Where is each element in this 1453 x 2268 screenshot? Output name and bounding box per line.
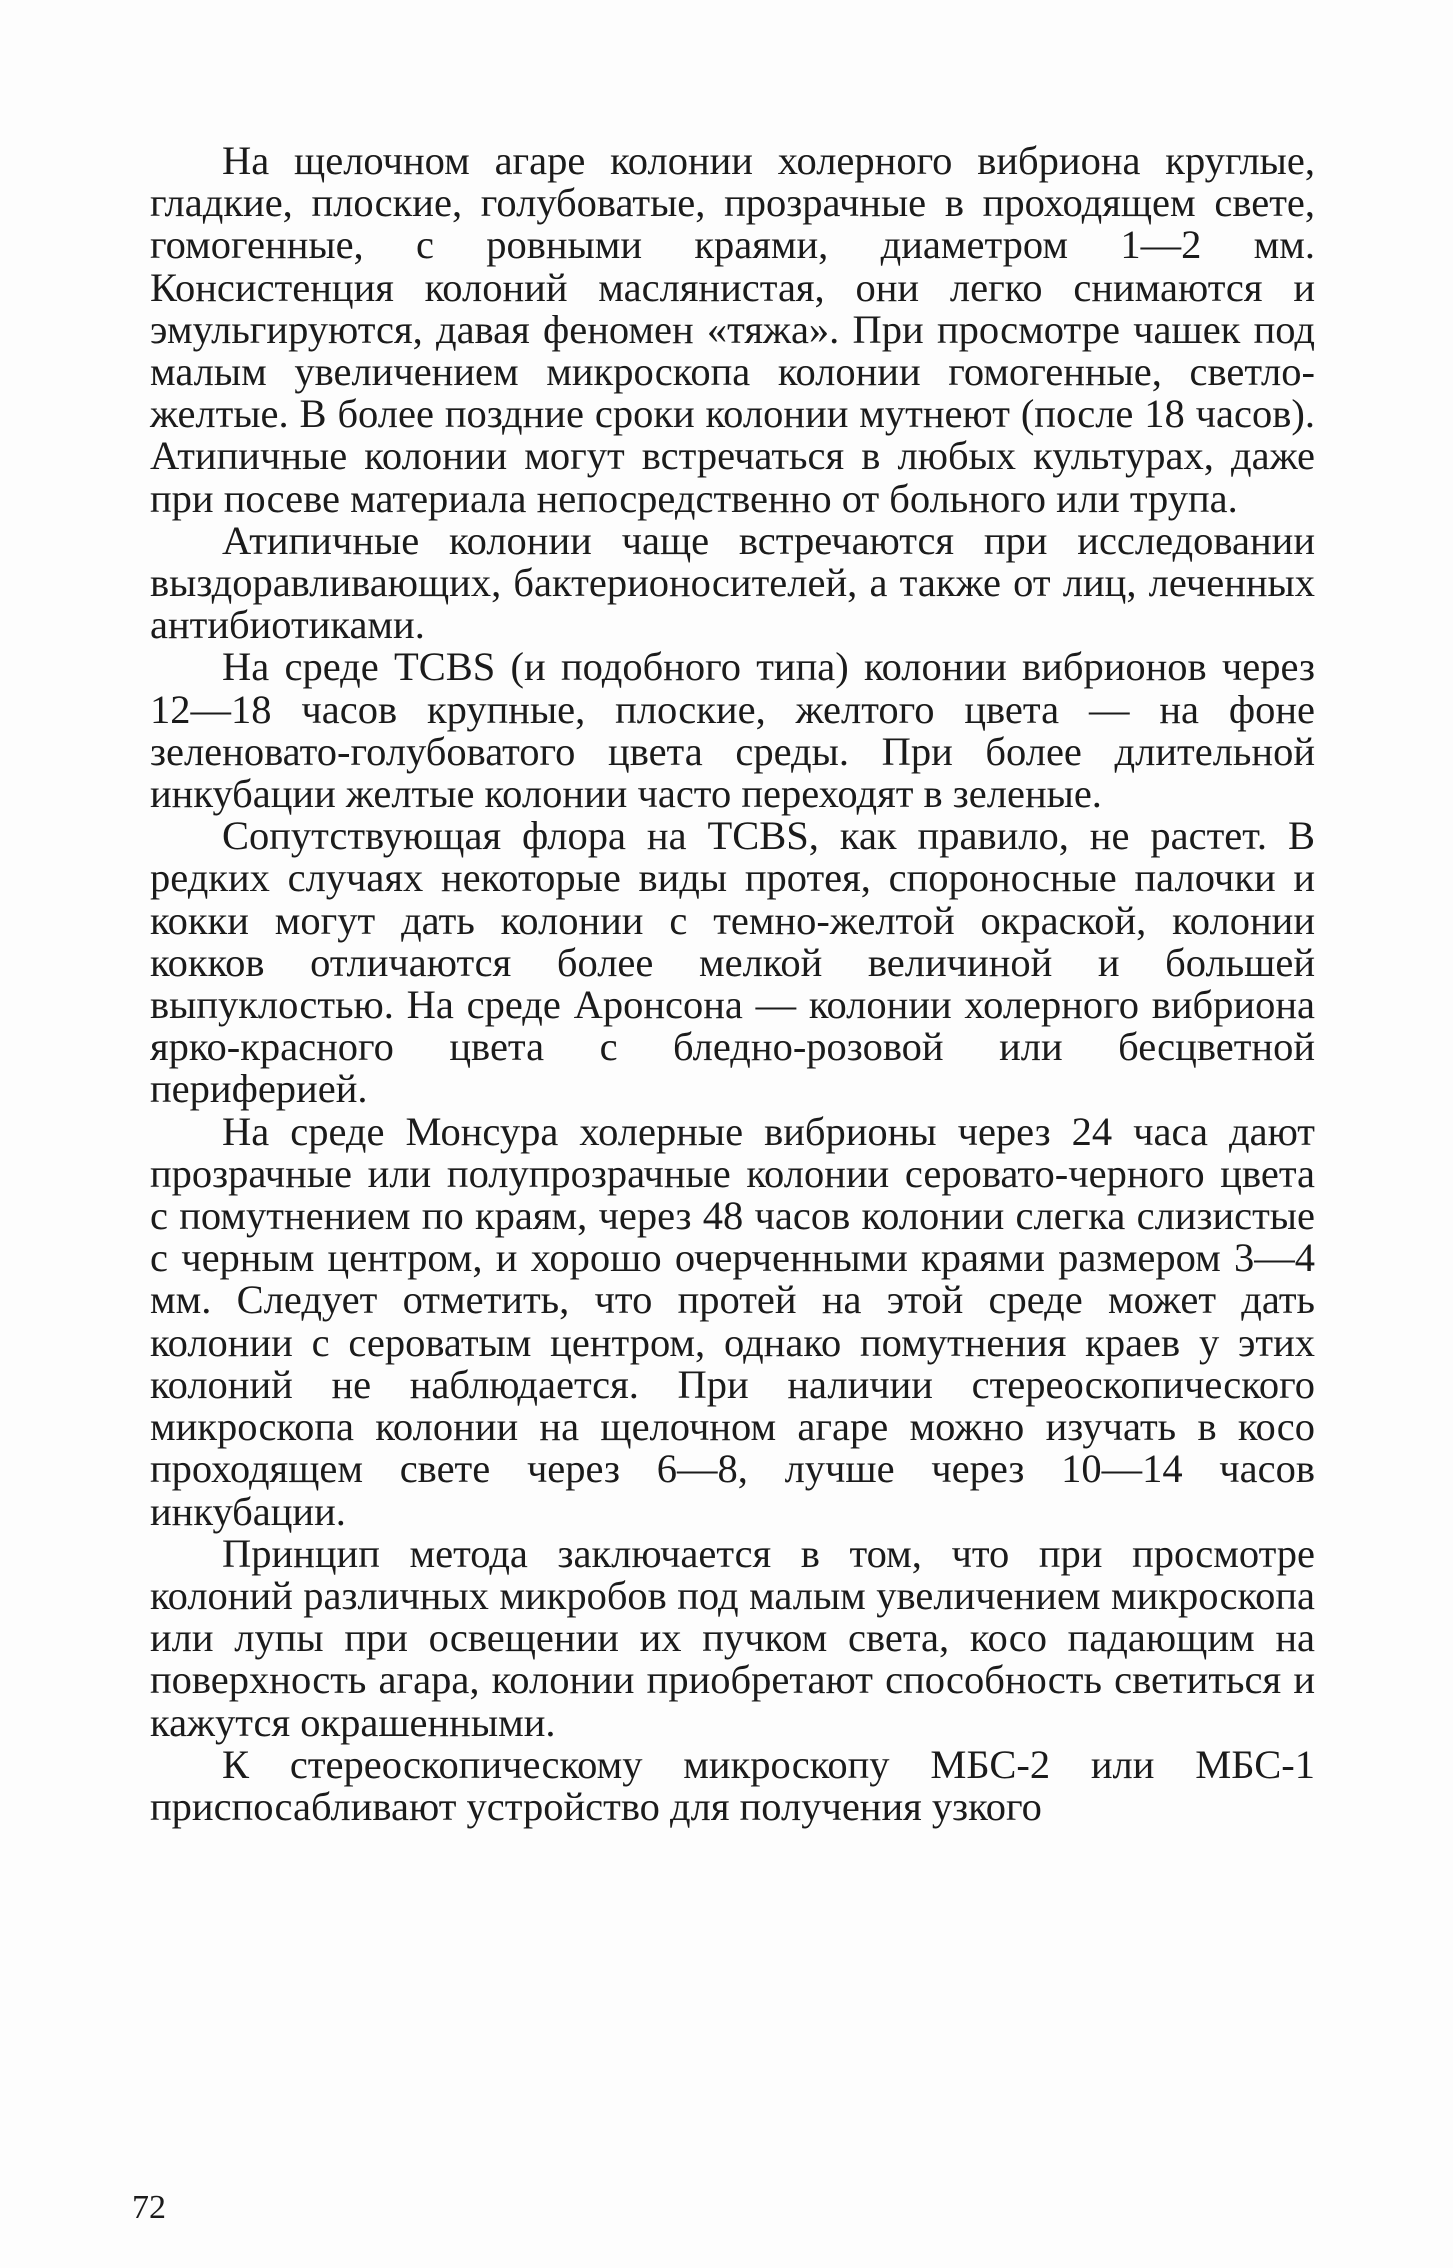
paragraph-atypical-colonies: Атипичные колонии чаще встречаются при исследовании выздоравливающих, бактерионосителей, а также от лиц, леченных антибиотиками. bbox=[150, 517, 1315, 648]
page-number: 72 bbox=[132, 2189, 166, 2226]
paragraph-monsur-medium: На среде Монсура холерные вибрионы через 24 часа дают прозрачные или полупрозрачные колонии серовато-черного цвета с помутнением по краям, через 48 часов колонии слегка слизистые с черным центром, и хорошо очерченными краями размером 3—4 мм. Следует отметить, что протей на этой среде может дать колонии с сероватым центром, однако помутнения краев у этих колоний не наблюдается. При наличии стереоскопического микроскопа колонии на щелочном агаре можно изучать в косо проходящем свете через 6—8, лучше через 10—14 часов инкубации. bbox=[150, 1108, 1315, 1534]
paragraph-tcbs-medium: На среде TCBS (и подобного типа) колонии вибрионов через 12—18 часов крупные, плоские, желтого цвета — на фоне зеленовато-голубоватого цвета среды. При более длительной инкубации желтые колонии часто переходят в зеленые. bbox=[150, 644, 1315, 817]
paragraph-accompanying-flora: Сопутствующая флора на TCBS, как правило, не растет. В редких случаях некоторые виды протея, спороносные палочки и кокки могут дать колонии с темно-желтой окраской, колонии кокков отличаются более мелкой величиной и большей выпуклостью. На среде Аронсона — колонии холерного вибриона ярко-красного цвета с бледно-розовой или бесцветной периферией. bbox=[150, 813, 1315, 1112]
paragraph-alkaline-agar: На щелочном агаре колонии холерного вибриона круглые, гладкие, плоские, голубоватые, прозрачные в проходящем свете, гомогенные, с ровными краями, диаметром 1—2 мм. Консистенция колоний маслянистая, они легко снимаются и эмульгируются, давая феномен «тяжа». При просмотре чашек под малым увеличением микроскопа колонии гомогенные, светло-желтые. В более поздние сроки колонии мутнеют (после 18 часов). Атипичные колонии могут встречаться в любых культурах, даже при посеве материала непосредственно от больного или трупа. bbox=[150, 138, 1315, 521]
paragraph-method-principle: Принцип метода заключается в том, что при просмотре колоний различных микробов под малым увеличением микроскопа или лупы при освещении их пучком света, косо падающим на поверхность агара, колонии приобретают способность светиться и кажутся окрашенными. bbox=[150, 1530, 1315, 1745]
paragraph-stereo-microscope: К стереоскопическому микроскопу МБС-2 или МБС-1 приспосабливают устройство для получения узкого bbox=[150, 1741, 1315, 1829]
body-text bbox=[150, 140, 1315, 1828]
